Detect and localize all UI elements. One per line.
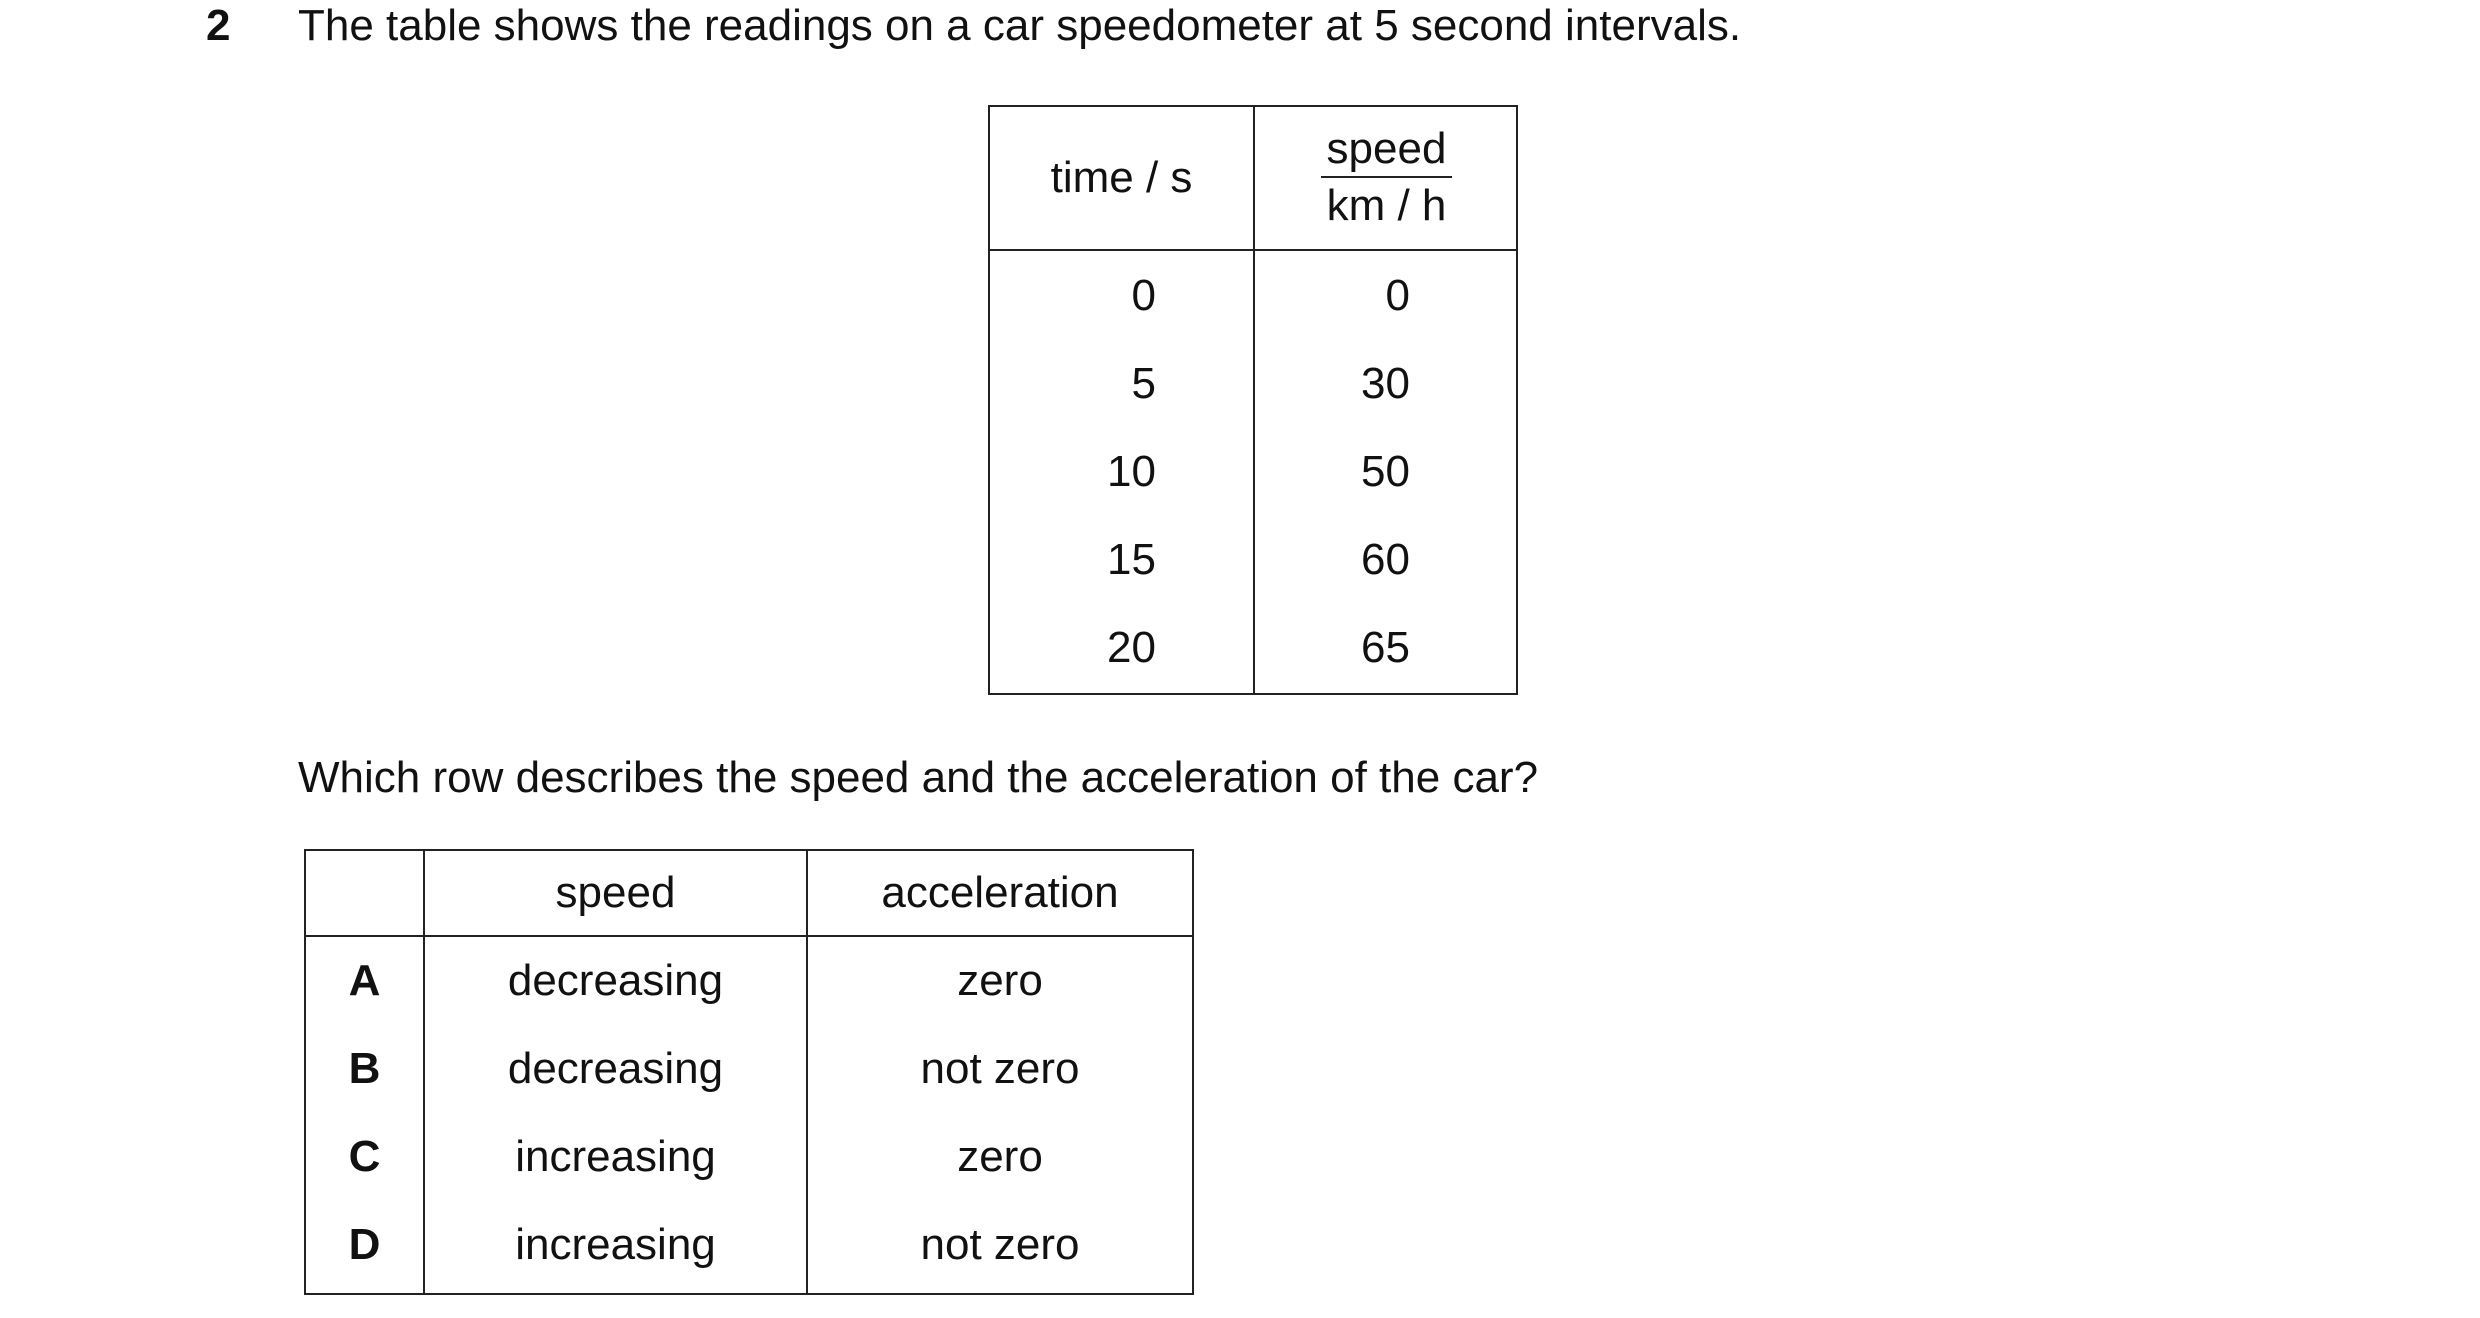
speed-cell: 50 (1361, 447, 1410, 496)
speed-cell: 0 (1385, 271, 1410, 320)
header-speed-quantity: speed (1321, 122, 1453, 178)
option-acceleration: zero (957, 1132, 1043, 1181)
answer-options-table (304, 849, 1194, 1295)
header-speed-unit: km / h (1326, 181, 1447, 230)
option-letter: A (348, 956, 381, 1005)
option-acceleration: zero (957, 956, 1043, 1005)
header-speed (1255, 107, 1518, 249)
option-row-a[interactable] (306, 937, 1192, 1025)
header-speed: speed (555, 868, 676, 917)
header-acceleration: acceleration (881, 868, 1119, 917)
option-speed: decreasing (507, 956, 724, 1005)
option-acceleration: not zero (920, 1044, 1080, 1093)
question-prompt: Which row describes the speed and the acceleration of the car? (298, 753, 1539, 802)
header-time: time / s (1050, 153, 1193, 202)
option-speed: increasing (515, 1132, 716, 1181)
option-speed: decreasing (507, 1044, 724, 1093)
speed-cell: 65 (1361, 623, 1410, 672)
option-row-b[interactable] (306, 1025, 1192, 1113)
question-number: 2 (206, 1, 231, 50)
option-letter: D (348, 1220, 381, 1269)
time-cell: 20 (1107, 623, 1156, 672)
option-row-c[interactable] (306, 1113, 1192, 1201)
time-cell: 15 (1107, 535, 1156, 584)
speed-cell: 30 (1361, 359, 1410, 408)
speed-cell: 60 (1361, 535, 1410, 584)
time-cell: 10 (1107, 447, 1156, 496)
option-letter: C (348, 1132, 381, 1181)
time-cell: 5 (1131, 359, 1156, 408)
option-speed: increasing (515, 1220, 716, 1269)
option-acceleration: not zero (920, 1220, 1080, 1269)
question-stem: The table shows the readings on a car speedometer at 5 second intervals. (298, 1, 1742, 50)
speedometer-readings-table (988, 105, 1518, 695)
table-header-divider (990, 249, 1516, 251)
time-cell: 0 (1131, 271, 1156, 320)
option-letter: B (348, 1044, 381, 1093)
option-row-d[interactable] (306, 1201, 1192, 1289)
